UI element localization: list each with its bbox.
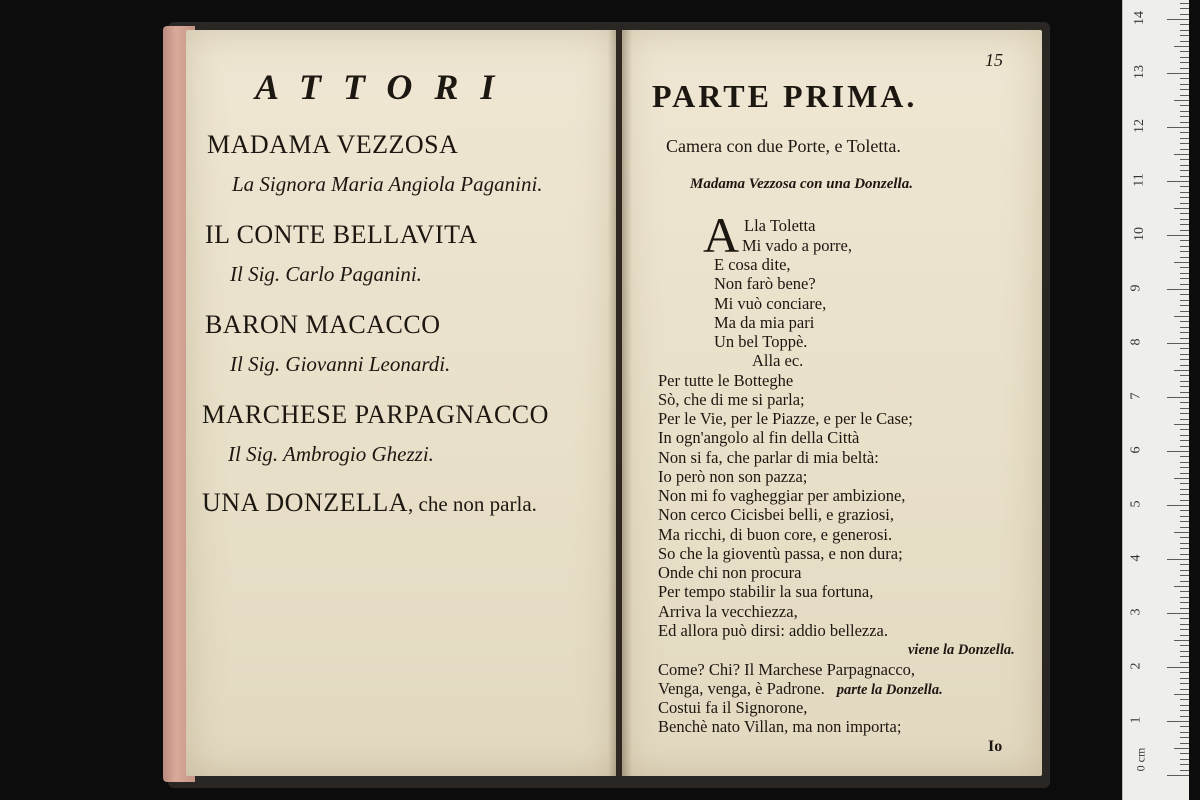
ruler-tick: [1180, 392, 1189, 393]
ruler-tick: [1180, 419, 1189, 420]
ruler-tick: [1167, 343, 1189, 344]
verse-line: Onde chi non procura: [658, 563, 802, 582]
verse-line: E cosa dite,: [714, 255, 791, 274]
ruler-tick: [1180, 165, 1189, 166]
ruler-tick: [1180, 105, 1189, 106]
ruler-tick: [1180, 35, 1189, 36]
ruler-tick: [1180, 327, 1189, 328]
ruler-tick: [1180, 570, 1189, 571]
ruler-tick: [1180, 170, 1189, 171]
verse-line: Per tempo stabilir la sua fortuna,: [658, 582, 874, 601]
page-number: 15: [985, 50, 1003, 70]
ruler-tick: [1174, 316, 1189, 317]
ruler-tick: [1180, 516, 1189, 517]
ruler-tick: [1180, 359, 1189, 360]
ruler-tick: [1180, 176, 1189, 177]
ruler-tick: [1180, 41, 1189, 42]
ruler-tick: [1180, 3, 1189, 4]
cast-name-2: IL CONTE BELLAVITA: [205, 220, 478, 249]
ruler-tick: [1180, 240, 1189, 241]
ruler-tick: [1167, 613, 1189, 614]
cast-extra-note: , che non parla.: [408, 492, 537, 516]
ruler-tick: [1180, 14, 1189, 15]
ruler-tick: [1180, 284, 1189, 285]
verse-line: Io però non son pazza;: [658, 467, 808, 486]
verse-line: Un bel Toppè.: [714, 332, 808, 351]
ruler-tick: [1180, 381, 1189, 382]
ruler-tick: [1180, 273, 1189, 274]
verse-line: Sò, che di me si parla;: [658, 390, 805, 409]
ruler-tick: [1180, 543, 1189, 544]
verse-line: Costui fa il Signorone,: [658, 698, 808, 717]
ruler-tick: [1180, 413, 1189, 414]
cast-extra: [202, 488, 537, 518]
ruler-tick: [1180, 575, 1189, 576]
ruler-tick: [1180, 770, 1189, 771]
ruler-tick: [1180, 656, 1189, 657]
verse-line: Non farò bene?: [714, 274, 816, 293]
ruler-tick: [1180, 257, 1189, 258]
verse-line: Non si fa, che parlar di mia beltà:: [658, 448, 879, 467]
ruler-tick: [1174, 424, 1189, 425]
ruler-tick: [1180, 68, 1189, 69]
ruler-tick: [1180, 251, 1189, 252]
verse-line: So che la gioventù passa, e non dura;: [658, 544, 903, 563]
ruler-number: 13: [1132, 65, 1147, 79]
ruler-tick: [1180, 57, 1189, 58]
ruler-tick: [1167, 289, 1189, 290]
drop-cap: A: [703, 207, 740, 263]
ruler-tick: [1180, 321, 1189, 322]
verse-line: Venga, venga, è Padrone.: [658, 679, 825, 698]
verse-line: Alla ec.: [752, 351, 804, 370]
ruler-tick: [1174, 694, 1189, 695]
catchword: Io: [988, 738, 1003, 755]
ruler-tick: [1180, 764, 1189, 765]
ruler-tick: [1180, 489, 1189, 490]
ruler-tick: [1180, 62, 1189, 63]
ruler-tick: [1180, 759, 1189, 760]
ruler-number: 5: [1128, 500, 1144, 508]
ruler-tick: [1180, 624, 1189, 625]
ruler-tick: [1167, 235, 1189, 236]
cast-actor-1: La Signora Maria Angiola Paganini.: [232, 172, 543, 196]
ruler-number: 12: [1132, 119, 1147, 133]
ruler-tick: [1180, 138, 1189, 139]
ruler-tick: [1180, 678, 1189, 679]
ruler-tick: [1167, 181, 1189, 182]
ruler-tick: [1180, 338, 1189, 339]
ruler-tick: [1167, 721, 1189, 722]
ruler-tick: [1180, 645, 1189, 646]
verse-line: In ogn'angolo al fin della Città: [658, 428, 860, 447]
ruler-tick: [1180, 629, 1189, 630]
ruler-number: 8: [1128, 338, 1144, 346]
ruler-tick: [1180, 705, 1189, 706]
ruler-tick: [1180, 527, 1189, 528]
ruler-tick: [1180, 732, 1189, 733]
verse-line: Ma da mia pari: [714, 313, 815, 332]
ruler-tick: [1180, 159, 1189, 160]
ruler-tick: [1180, 246, 1189, 247]
ruler-tick: [1180, 521, 1189, 522]
ruler-tick: [1180, 332, 1189, 333]
ruler-tick: [1180, 597, 1189, 598]
ruler-tick: [1180, 726, 1189, 727]
ruler-tick: [1180, 618, 1189, 619]
ruler-tick: [1180, 581, 1189, 582]
verse-line: Mi vado a porre,: [742, 236, 852, 255]
stage-direction: viene la Donzella.: [908, 642, 1015, 658]
cast-extra-name: UNA DONZELLA: [202, 488, 409, 517]
ruler-tick: [1180, 300, 1189, 301]
ruler-tick: [1174, 748, 1189, 749]
ruler-tick: [1180, 473, 1189, 474]
ruler-tick: [1174, 532, 1189, 533]
ruler-number: 7: [1128, 392, 1144, 400]
ruler-tick: [1180, 30, 1189, 31]
verse-line: Arriva la vecchiezza,: [658, 602, 798, 621]
ruler-tick: [1180, 213, 1189, 214]
scene-characters: Madama Vezzosa con una Donzella.: [690, 176, 913, 192]
ruler-tick: [1180, 651, 1189, 652]
ruler-tick: [1180, 111, 1189, 112]
ruler-tick: [1180, 537, 1189, 538]
ruler-tick: [1180, 89, 1189, 90]
ruler-tick: [1180, 689, 1189, 690]
ruler-tick: [1174, 46, 1189, 47]
ruler-tick: [1180, 24, 1189, 25]
ruler-tick: [1180, 203, 1189, 204]
ruler-tick: [1180, 602, 1189, 603]
ruler-tick: [1180, 435, 1189, 436]
ruler-tick: [1174, 262, 1189, 263]
ruler-number: 1: [1128, 716, 1144, 724]
ruler-tick: [1180, 116, 1189, 117]
act-title: PARTE PRIMA.: [652, 78, 918, 114]
ruler-tick: [1167, 127, 1189, 128]
scene-description: Camera con due Porte, e Toletta.: [666, 136, 901, 156]
ruler-tick: [1180, 456, 1189, 457]
ruler-tick: [1180, 716, 1189, 717]
ruler-tick: [1180, 672, 1189, 673]
ruler-tick: [1180, 548, 1189, 549]
ruler-tick: [1174, 100, 1189, 101]
ruler-tick: [1180, 132, 1189, 133]
ruler-tick: [1180, 500, 1189, 501]
book-gutter: [608, 30, 632, 776]
ruler-tick: [1180, 186, 1189, 187]
ruler-tick: [1167, 451, 1189, 452]
ruler-tick: [1180, 149, 1189, 150]
ruler-unit-label: 0 cm: [1133, 747, 1148, 772]
cast-actor-3: Il Sig. Giovanni Leonardi.: [230, 352, 451, 376]
ruler-tick: [1180, 510, 1189, 511]
cast-actor-2: Il Sig. Carlo Paganini.: [230, 262, 422, 286]
ruler-tick: [1180, 710, 1189, 711]
measurement-ruler: [1122, 0, 1189, 800]
attori-heading: ATTORI: [255, 67, 517, 107]
ruler-tick: [1167, 73, 1189, 74]
ruler-tick: [1180, 635, 1189, 636]
ruler-tick: [1180, 737, 1189, 738]
ruler-number: 9: [1128, 284, 1144, 292]
ruler-tick: [1180, 143, 1189, 144]
ruler-tick: [1180, 446, 1189, 447]
cast-name-1: MADAMA VEZZOSA: [207, 130, 459, 159]
ruler-tick: [1180, 429, 1189, 430]
verse-line: Per tutte le Botteghe: [658, 371, 794, 390]
ruler-tick: [1180, 224, 1189, 225]
ruler-number: 2: [1128, 662, 1144, 670]
ruler-tick: [1180, 95, 1189, 96]
ruler-number: 14: [1132, 11, 1147, 25]
ruler-tick: [1180, 554, 1189, 555]
ruler-tick: [1167, 559, 1189, 560]
ruler-tick: [1180, 402, 1189, 403]
ruler-tick: [1180, 408, 1189, 409]
ruler-tick: [1180, 8, 1189, 9]
ruler-tick: [1180, 440, 1189, 441]
ruler-tick: [1180, 564, 1189, 565]
ruler-tick: [1180, 348, 1189, 349]
ruler-tick: [1180, 311, 1189, 312]
ruler-tick: [1174, 208, 1189, 209]
ruler-number: 4: [1128, 554, 1144, 562]
ruler-tick: [1174, 586, 1189, 587]
ruler-tick: [1180, 699, 1189, 700]
cast-actor-4: Il Sig. Ambrogio Ghezzi.: [228, 442, 434, 466]
ruler-tick: [1180, 662, 1189, 663]
verse-line: Ma ricchi, di buon core, e generosi.: [658, 525, 893, 544]
ruler-tick: [1174, 478, 1189, 479]
ruler-tick: [1180, 294, 1189, 295]
verse-line-with-stage: [658, 679, 943, 699]
verse-line: Non mi fo vagheggiar per ambizione,: [658, 486, 906, 505]
verse-line: Non cerco Cicisbei belli, e graziosi,: [658, 505, 894, 524]
cast-name-3: BARON MACACCO: [205, 310, 441, 339]
ruler-tick: [1180, 219, 1189, 220]
cast-name-4: MARCHESE PARPAGNACCO: [202, 400, 549, 429]
ruler-tick: [1167, 397, 1189, 398]
ruler-tick: [1180, 386, 1189, 387]
ruler-tick: [1180, 122, 1189, 123]
ruler-tick: [1180, 78, 1189, 79]
ruler-tick: [1167, 505, 1189, 506]
ruler-tick: [1167, 667, 1189, 668]
ruler-tick: [1180, 753, 1189, 754]
ruler-tick: [1167, 19, 1189, 20]
ruler-tick: [1180, 84, 1189, 85]
ruler-tick: [1174, 370, 1189, 371]
ruler-tick: [1180, 483, 1189, 484]
ruler-tick: [1180, 683, 1189, 684]
ruler-tick: [1180, 354, 1189, 355]
ruler-tick: [1180, 197, 1189, 198]
ruler-number: 10: [1132, 227, 1147, 241]
ruler-tick: [1180, 305, 1189, 306]
ruler-tick: [1167, 775, 1189, 776]
ruler-number: 6: [1128, 446, 1144, 454]
ruler-tick: [1180, 467, 1189, 468]
verse-line: Ed allora può dirsi: addio bellezza.: [658, 621, 889, 640]
ruler-number: 3: [1128, 608, 1144, 616]
ruler-tick: [1180, 608, 1189, 609]
stage-direction: parte la Donzella.: [836, 682, 943, 698]
ruler-tick: [1180, 591, 1189, 592]
verse-line: Benchè nato Villan, ma non importa;: [658, 717, 902, 736]
ruler-number: 11: [1131, 173, 1147, 187]
ruler-tick: [1180, 230, 1189, 231]
ruler-tick: [1180, 375, 1189, 376]
verse-line: Lla Toletta: [744, 216, 816, 235]
verse-line: Per le Vie, per le Piazze, e per le Case;: [658, 409, 913, 428]
ruler-tick: [1180, 192, 1189, 193]
ruler-tick: [1180, 494, 1189, 495]
ruler-tick: [1180, 365, 1189, 366]
ruler-tick: [1174, 154, 1189, 155]
ruler-tick: [1180, 267, 1189, 268]
ruler-tick: [1180, 462, 1189, 463]
ruler-tick: [1180, 51, 1189, 52]
ruler-tick: [1180, 278, 1189, 279]
verse-line: Mi vuò conciare,: [714, 294, 827, 313]
ruler-tick: [1174, 640, 1189, 641]
verse-line: Come? Chi? Il Marchese Parpagnacco,: [658, 660, 916, 679]
ruler-tick: [1180, 743, 1189, 744]
